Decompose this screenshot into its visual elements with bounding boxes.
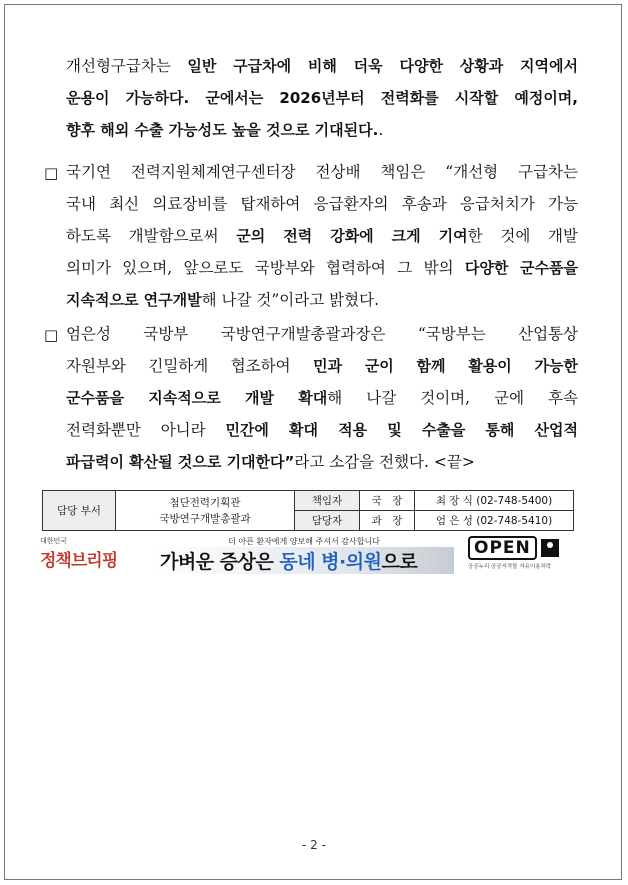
text-line — [66, 114, 578, 146]
banner-main-text — [154, 547, 454, 574]
text-segment: 라고 소감을 전했다. <끝> — [294, 453, 475, 471]
text-segment: 국내 최신 의료장비를 탑재하여 응급환자의 후송과 응급처치가 가능 — [66, 195, 578, 213]
logo-big-text: 정책브리핑 — [40, 551, 118, 571]
text-segment: 해 나갈 것이며, 군에 후속 — [327, 389, 578, 407]
title-director: 국 장 — [360, 491, 415, 511]
banner-main-c: 으로 — [381, 551, 418, 573]
text-segment: 자원부와 긴밀하게 협조하여 — [66, 357, 314, 375]
text-segment: 개선형구급차는 — [66, 57, 188, 75]
bold-text: 다양한 군수품을 — [464, 259, 578, 277]
text-line — [66, 188, 578, 220]
bullet-square: □ — [44, 326, 59, 344]
open-license-logo[interactable] — [468, 536, 568, 574]
open-sub-text: 공공누리 공공저작물 자유이용허락 — [468, 564, 552, 570]
campaign-banner[interactable] — [154, 536, 454, 574]
text-segment: 해 나갈 것”이라고 밝혔다. — [201, 291, 380, 309]
banner-main-b: 동네 병·의원 — [279, 551, 382, 573]
bold-text: 지속적으로 연구개발 — [66, 291, 202, 309]
bold-text: 민간에 확대 적용 및 수출을 통해 산업적 — [225, 421, 578, 439]
paragraph-quote-director — [66, 318, 578, 478]
contact-table — [42, 490, 574, 531]
dept1: 첨단전력기획관 — [169, 496, 241, 509]
text-line — [66, 318, 578, 350]
text-line — [66, 382, 578, 414]
banner-main-a: 가벼운 증상은 — [160, 551, 280, 573]
text-segment: 하도록 개발함으로써 — [66, 227, 237, 245]
bold-text: 군의 전력 강화에 크게 기여 — [236, 227, 468, 245]
title-manager: 과 장 — [360, 511, 415, 531]
text-line — [66, 350, 578, 382]
text-line — [66, 414, 578, 446]
dept-label: 담당 부서 — [43, 491, 116, 531]
paragraph-ambulance-deployment — [66, 50, 578, 146]
bold-text: 민과 군이 함께 활용이 가능한 — [313, 357, 578, 375]
text-segment: . — [378, 121, 384, 139]
policy-briefing-logo[interactable] — [40, 536, 120, 574]
bold-text: 군수품을 지속적으로 개발 확대 — [66, 389, 328, 407]
text-segment: 엄은성 국방부 국방연구개발총괄과장은 “국방부는 산업통상 — [66, 325, 578, 343]
text-line — [66, 284, 578, 316]
text-line — [66, 252, 578, 284]
role-contact: 담당자 — [295, 511, 360, 531]
person-icon — [541, 539, 559, 557]
bold-text: 파급력이 확산될 것으로 기대한다” — [66, 453, 295, 471]
text-segment: 전력화뿐만 아니라 — [66, 421, 226, 439]
bullet-square: □ — [44, 164, 59, 182]
text-segment: 국기연 전력지원체계연구센터장 전상배 책임은 “개선형 구급차는 — [66, 163, 578, 181]
text-line — [66, 156, 578, 188]
role-responsible: 책임자 — [295, 491, 360, 511]
text-line — [66, 220, 578, 252]
text-line — [66, 446, 578, 478]
text-line — [66, 50, 578, 82]
paragraph-quote-researcher — [66, 156, 578, 316]
dept2: 국방연구개발총괄과 — [159, 512, 251, 525]
dept-names — [116, 491, 295, 531]
banner-top-text: 더 아픈 환자에게 양보해 주셔서 감사합니다 — [228, 537, 380, 546]
text-line — [66, 82, 578, 114]
logo-small-text: 대한민국 — [40, 537, 68, 545]
page-number: - 2 - — [302, 838, 326, 852]
person-contact: 엄 은 성 (02-748-5410) — [415, 511, 574, 531]
bold-text: 운용이 가능하다. 군에서는 2026년부터 전력화를 시작할 예정이며, — [66, 89, 578, 107]
bold-text: 향후 해외 수출 가능성도 높을 것으로 기대된다. — [66, 121, 379, 139]
person-responsible: 최 장 식 (02-748-5400) — [415, 491, 574, 511]
text-segment: 한 것에 개발 — [467, 227, 578, 245]
bold-text: 일반 구급차에 비해 더욱 다양한 상황과 지역에서 — [187, 57, 578, 75]
open-text: OPEN — [468, 536, 537, 560]
text-segment: 의미가 있으며, 앞으로도 국방부와 협력하여 그 밖의 — [66, 259, 465, 277]
